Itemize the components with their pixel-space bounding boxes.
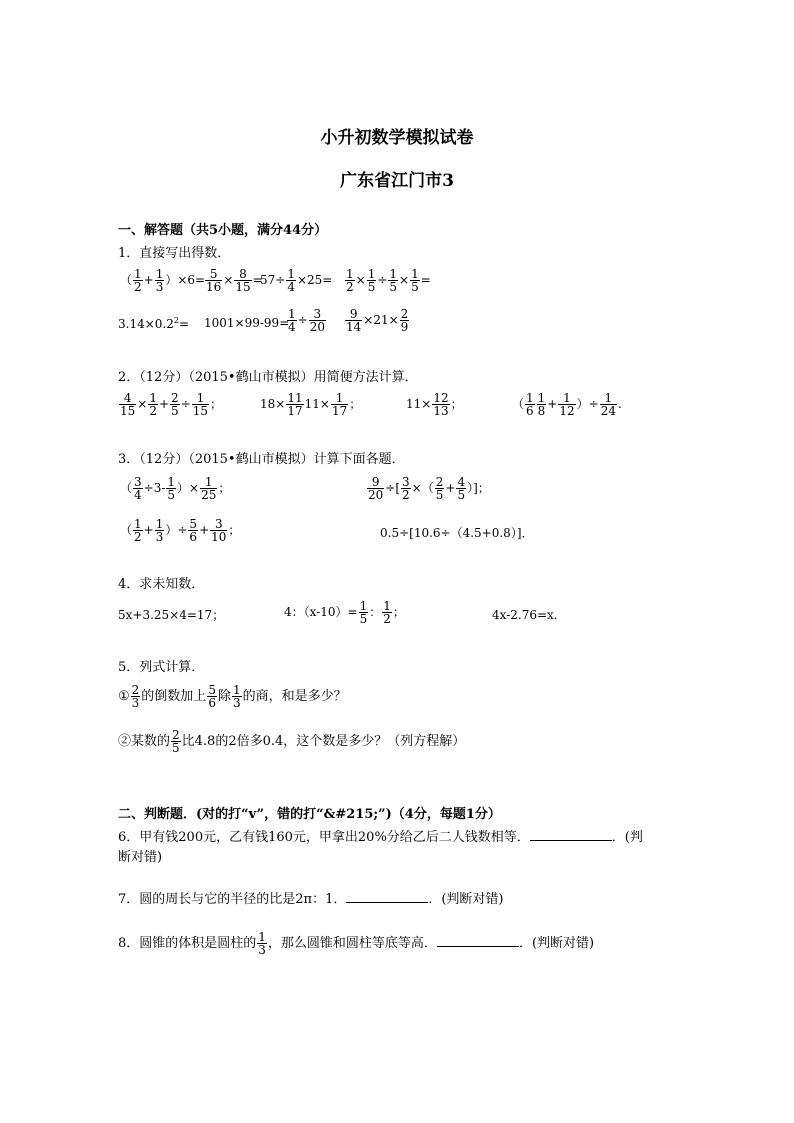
q2-expr-1: $\frac{4}{15}$ × $\frac{1}{2}$ + $\frac{2}{5}$ ÷ $\frac{1}{15}$ ； bbox=[120, 391, 223, 418]
fraction: $\frac{5}{16}$ bbox=[206, 267, 222, 294]
answer-blank bbox=[437, 935, 519, 947]
q1-expr-4: $\frac{1}{2}$ × $\frac{1}{5}$ ÷ $\frac{1}{5}$ × $\frac{1}{5}$ = bbox=[346, 267, 431, 294]
fraction: $\frac{1}{25}$ bbox=[201, 475, 217, 502]
fraction: $\frac{5}{6}$ bbox=[208, 683, 216, 710]
q5-expr-2: ②某数的 $\frac{2}{5}$ 比4.8的2倍多0.4，这个数是多少？（列方程解） bbox=[118, 728, 466, 755]
fraction: $\frac{1}{5}$ bbox=[367, 267, 376, 294]
fraction: $\frac{1}{5}$ bbox=[167, 475, 176, 502]
q3-expr-3: （ $\frac{1}{2}$ + $\frac{1}{3}$ ）÷ $\frac{5}{6}$ + $\frac{3}{10}$ ； bbox=[120, 517, 241, 544]
fraction: $\frac{4}{5}$ bbox=[457, 475, 466, 502]
section2-heading: 二、判断题．(对的打“v”，错的打“&#215;”)（4分，每题1分） bbox=[118, 807, 501, 822]
q4-expr-2: 4：（x-10）= $\frac{1}{5}$ ： $\frac{1}{2}$ ； bbox=[284, 599, 405, 626]
q3-expr-1: （ $\frac{3}{4}$ ÷3- $\frac{1}{5}$ ）× $\frac{1}{25}$ ； bbox=[120, 475, 231, 502]
fraction: $\frac{2}{5}$ bbox=[435, 475, 444, 502]
fraction: $\frac{1}{4}$ bbox=[287, 267, 295, 294]
fraction: $\frac{1}{17}$ bbox=[331, 391, 348, 418]
fraction: $\frac{1}{6}$ bbox=[526, 391, 534, 418]
fraction: $\frac{4}{15}$ bbox=[120, 391, 136, 418]
page-title: 小升初数学模拟试卷 bbox=[320, 128, 474, 148]
fraction: $\frac{1}{2}$ bbox=[134, 267, 142, 294]
fraction: $\frac{1}{5}$ bbox=[359, 599, 368, 626]
q6-line-1: 6．甲有钱200元，乙有钱160元，甲拿出20%分给乙后二人钱数相等． ．(判 bbox=[118, 830, 643, 845]
fraction: $\frac{12}{13}$ bbox=[433, 391, 449, 418]
fraction: $\frac{1}{2}$ bbox=[149, 391, 157, 418]
q8: 8．圆锥的体积是圆柱的 $\frac{1}{3}$ ，那么圆锥和圆柱等底等高． ．(判断对错) bbox=[118, 930, 595, 957]
fraction: $\frac{1}{3}$ bbox=[232, 683, 241, 710]
q1-expr-2: $\frac{5}{16}$ × $\frac{8}{15}$ = bbox=[206, 267, 263, 294]
fraction: $\frac{1}{24}$ bbox=[600, 391, 616, 418]
q3-expr-4: 0.5÷[10.6÷（4.5+0.8）]． bbox=[380, 526, 534, 540]
fraction: $\frac{3}{10}$ bbox=[211, 517, 227, 544]
q7: 7．圆的周长与它的半径的比是2π：1． ．(判断对错) bbox=[118, 892, 504, 907]
q2-expr-3: 11× $\frac{12}{13}$ ； bbox=[406, 391, 463, 418]
q1-expr-6: 1001×99-99= bbox=[204, 316, 290, 330]
fraction: $\frac{1}{12}$ bbox=[559, 391, 575, 418]
fraction: $\frac{11}{17}$ bbox=[287, 391, 303, 418]
q2-expr-2: 18× $\frac{11}{17}$ 11× $\frac{1}{17}$ ； bbox=[260, 391, 362, 418]
q3-expr-2: $\frac{9}{20}$ ÷[ $\frac{3}{2}$ ×（ $\frac{2}{5}$ + $\frac{4}{5}$ ）]； bbox=[368, 475, 490, 502]
q2-expr-4: （ $\frac{1}{6}$ $\frac{1}{8}$ + $\frac{1}{12}$ ）÷ $\frac{1}{24}$ . bbox=[512, 391, 622, 418]
fraction: $\frac{1}{2}$ bbox=[383, 599, 391, 626]
q1-expr-7: $\frac{1}{4}$ ÷ $\frac{3}{20}$ bbox=[288, 307, 325, 334]
q1-expr-5: $3.14\times 0.2^2=$ bbox=[118, 316, 190, 331]
q1-stem: 1．直接写出得数． bbox=[118, 246, 231, 261]
fraction: $\frac{2}{5}$ bbox=[171, 391, 179, 418]
fraction: $\frac{5}{6}$ bbox=[189, 517, 198, 544]
fraction: $\frac{3}{4}$ bbox=[134, 475, 142, 502]
fraction: $\frac{1}{5}$ bbox=[389, 267, 398, 294]
fraction: $\frac{8}{15}$ bbox=[235, 267, 251, 294]
fraction: $\frac{1}{3}$ bbox=[258, 930, 266, 957]
fraction: $\frac{2}{5}$ bbox=[172, 728, 180, 755]
section1-heading: 一、解答题（共5小题，满分44分） bbox=[118, 223, 328, 238]
fraction: $\frac{1}{8}$ bbox=[537, 391, 546, 418]
q5-expr-1: ① $\frac{2}{3}$ 的倒数加上 $\frac{5}{6}$ 除 $\frac{1}{3}$ 的商，和是多少？ bbox=[118, 683, 347, 710]
q4-stem: 4．求未知数． bbox=[118, 577, 205, 592]
fraction: $\frac{1}{2}$ bbox=[346, 267, 354, 294]
fraction: $\frac{1}{3}$ bbox=[155, 517, 164, 544]
fraction: $\frac{9}{20}$ bbox=[368, 475, 384, 502]
fraction: $\frac{2}{9}$ bbox=[400, 307, 409, 334]
answer-blank bbox=[346, 891, 428, 903]
answer-blank bbox=[530, 829, 612, 841]
fraction: $\frac{1}{4}$ bbox=[288, 307, 296, 334]
fraction: $\frac{3}{2}$ bbox=[402, 475, 410, 502]
fraction: $\frac{3}{20}$ bbox=[309, 307, 325, 334]
q2-stem: 2．（12分）（2015•鹤山市模拟）用简便方法计算． bbox=[118, 370, 418, 385]
fraction: $\frac{1}{5}$ bbox=[411, 267, 419, 294]
q6-line-2: 断对错) bbox=[118, 850, 163, 865]
fraction: $\frac{9}{14}$ bbox=[346, 307, 362, 334]
q4-expr-3: 4x-2.76=x. bbox=[492, 608, 558, 622]
q4-expr-1: 5x+3.25×4=17； bbox=[118, 608, 225, 622]
fraction: $\frac{1}{2}$ bbox=[134, 517, 142, 544]
q1-expr-3: 57÷ $\frac{1}{4}$ ×25= bbox=[260, 267, 333, 294]
q3-stem: 3．（12分）（2015•鹤山市模拟）计算下面各题． bbox=[118, 452, 405, 467]
page-subtitle: 广东省江门市3 bbox=[340, 171, 454, 191]
fraction: $\frac{1}{15}$ bbox=[192, 391, 209, 418]
fraction: $\frac{1}{3}$ bbox=[155, 267, 164, 294]
fraction: $\frac{2}{3}$ bbox=[131, 683, 140, 710]
q1-expr-8: $\frac{9}{14}$ ×21× $\frac{2}{9}$ bbox=[346, 307, 409, 334]
q5-stem: 5．列式计算． bbox=[118, 660, 205, 675]
q1-expr-1: （ $\frac{1}{2}$ + $\frac{1}{3}$ ）×6= bbox=[120, 267, 206, 294]
